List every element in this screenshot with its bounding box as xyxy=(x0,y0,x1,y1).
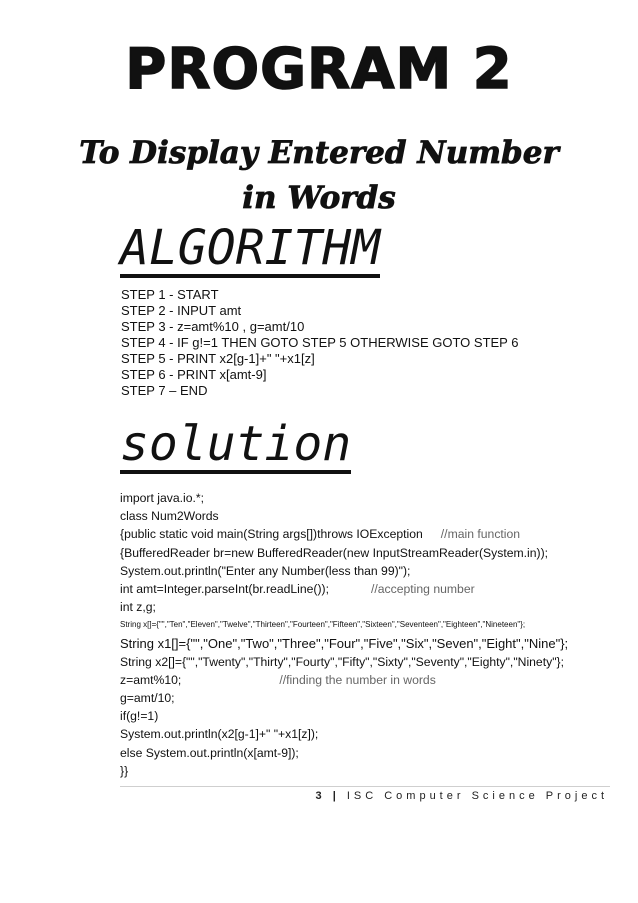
code-line: g=amt/10; xyxy=(120,691,175,706)
algorithm-step: STEP 7 – END xyxy=(121,383,208,398)
code-line xyxy=(120,525,568,543)
code-line xyxy=(120,671,568,689)
code-line: else System.out.println(x[amt-9]); xyxy=(120,745,299,760)
code-line: {BufferedReader br=new BufferedReader(new InputStreamReader(System.in)); xyxy=(120,545,549,560)
footer-separator: | xyxy=(332,790,340,802)
code-line: System.out.println(x2[g-1]+" "+x1[z]); xyxy=(120,727,319,742)
footer-text: ISC Computer Science Project xyxy=(346,790,608,802)
code-text: {public static void main(String args[])throws IOException xyxy=(120,527,423,542)
code-line: import java.io.*; xyxy=(120,491,204,505)
subtitle-line-1: To Display Entered Number xyxy=(79,135,559,171)
code-line: String x2[]={"","Twenty","Thirty","Fourty","Fifty","Sixty","Seventy","Eighty","Ninety"}; xyxy=(120,654,564,669)
code-line: System.out.println("Enter any Number(less than 99)"); xyxy=(120,563,411,578)
code-line: int z,g; xyxy=(120,600,156,615)
page-title: PROGRAM 2 xyxy=(125,37,513,102)
footer-divider xyxy=(120,786,610,787)
code-line xyxy=(120,580,568,598)
algorithm-step: STEP 5 - PRINT x2[g-1]+" "+x1[z] xyxy=(121,351,315,366)
algorithm-step: STEP 4 - IF g!=1 THEN GOTO STEP 5 OTHERWISE GOTO STEP 6 xyxy=(121,335,519,350)
code-text: z=amt%10; xyxy=(120,672,182,687)
page-footer xyxy=(316,790,609,802)
code-line: String x1[]={"","One","Two","Three","Four","Five","Six","Seven","Eight","Nine"}; xyxy=(120,635,569,651)
code-comment: //finding the number in words xyxy=(279,672,436,687)
code-line: String x[]={"","Ten","Eleven","Twelve","Thirteen","Fourteen","Fifteen","Sixteen","Seventeen","Eighteen","Nineteen"}; xyxy=(120,620,526,630)
algorithm-step: STEP 1 - START xyxy=(121,287,219,302)
code-line: if(g!=1) xyxy=(120,709,159,724)
solution-heading: solution xyxy=(120,416,352,472)
algorithm-steps xyxy=(121,287,518,399)
code-comment: //accepting number xyxy=(371,581,475,596)
code-line: }} xyxy=(120,763,129,778)
page-number: 3 xyxy=(315,790,326,802)
algorithm-step: STEP 2 - INPUT amt xyxy=(121,303,242,318)
code-line: class Num2Words xyxy=(120,509,219,524)
code-text: int amt=Integer.parseInt(br.readLine()); xyxy=(120,581,329,596)
algorithm-step: STEP 6 - PRINT x[amt-9] xyxy=(121,367,267,382)
subtitle-line-2: in Words xyxy=(242,180,396,216)
code-listing xyxy=(120,489,568,780)
algorithm-heading: ALGORITHM xyxy=(120,220,381,276)
code-comment: //main function xyxy=(440,527,521,542)
algorithm-step: STEP 3 - z=amt%10 , g=amt/10 xyxy=(121,319,305,334)
